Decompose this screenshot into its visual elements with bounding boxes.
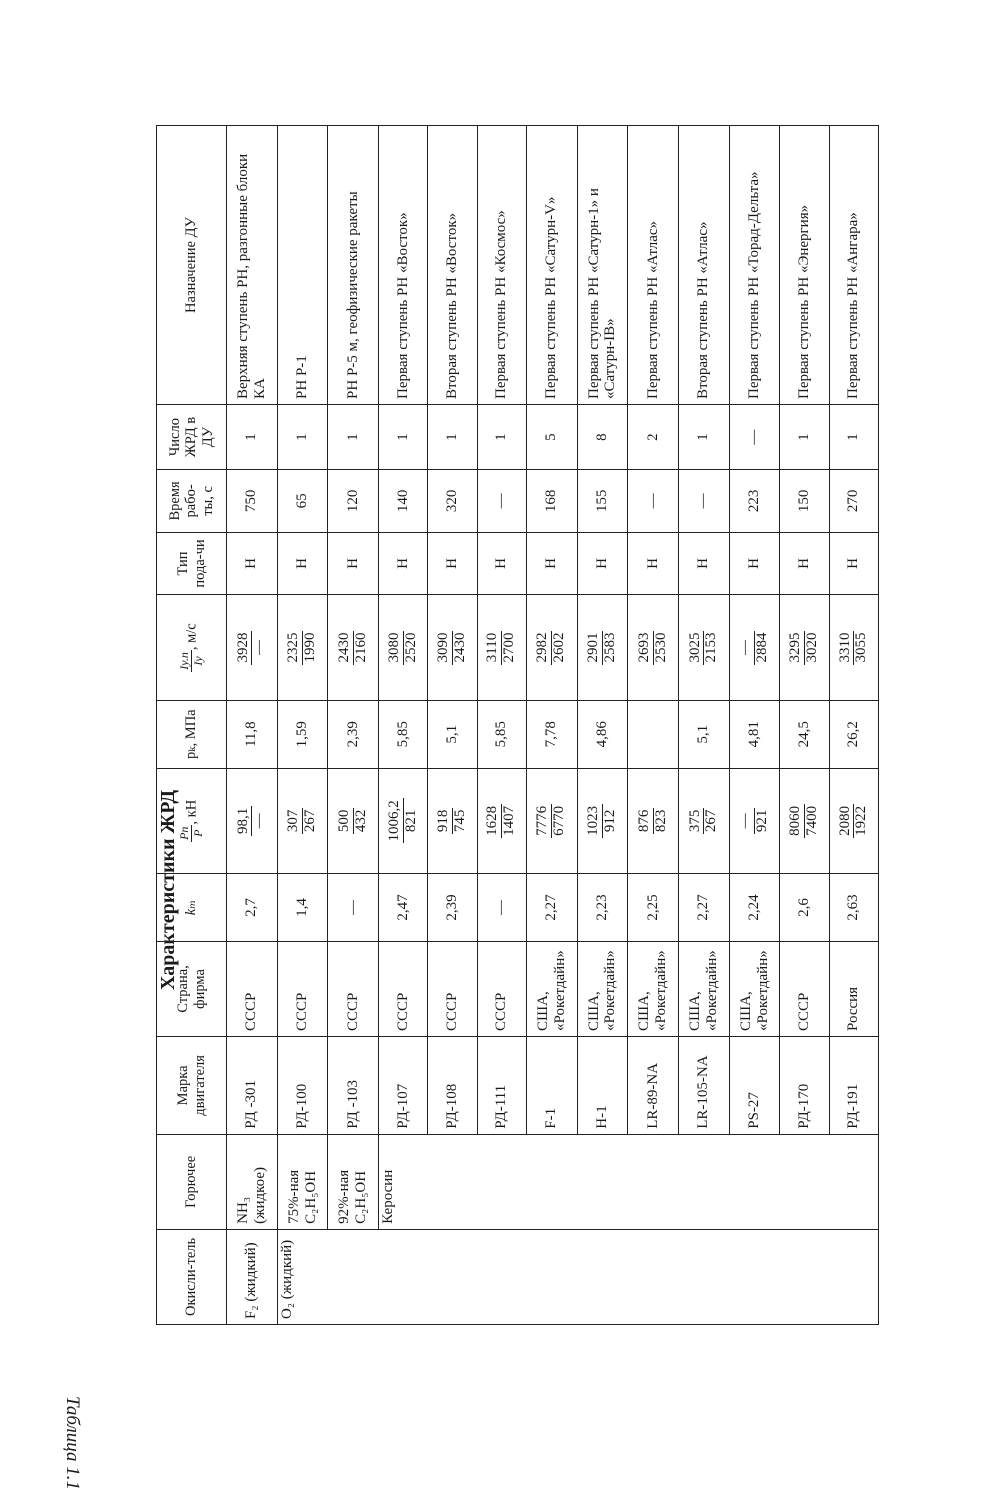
cell-isp: [277, 595, 328, 701]
cell-count: 1: [379, 404, 428, 469]
cell-feed: Н: [780, 532, 829, 595]
cell-country: СССР: [780, 941, 829, 1036]
cell-engine: LR-89-NA: [628, 1037, 679, 1135]
cell-purpose: Первая ступень РН «Сатурн-V»: [526, 126, 577, 405]
cell-pk: 4,81: [729, 700, 780, 768]
cell-count: 8: [577, 404, 628, 469]
table-title: Характеристики ЖРД: [156, 789, 179, 991]
cell-time: 750: [227, 470, 278, 533]
cell-isp-num: 3110: [485, 631, 502, 665]
cell-thrust: [577, 768, 628, 874]
header-oxidizer: Окисли-тель: [157, 1229, 227, 1324]
header-count: Число ЖРД в ДУ: [157, 404, 227, 469]
cell-engine: РД-170: [780, 1037, 829, 1135]
cell-thrust: [428, 768, 477, 874]
cell-km: —: [328, 874, 379, 942]
cell-thrust: [829, 768, 878, 874]
header-thrust: [157, 768, 227, 874]
cell-feed: Н: [227, 532, 278, 595]
cell-time: 120: [328, 470, 379, 533]
cell-thrust-den: 1922: [853, 805, 870, 836]
cell-thrust: [227, 768, 278, 874]
header-row: [157, 126, 227, 1325]
cell-isp: [829, 595, 878, 701]
cell-isp-den: 1990: [302, 632, 319, 663]
cell-isp-num: 2901: [585, 632, 602, 663]
cell-isp: [526, 595, 577, 701]
header-isp-unit: , м/с: [182, 623, 199, 651]
cell-isp-den: 2700: [501, 632, 518, 663]
cell-isp-den: 2530: [652, 632, 669, 663]
cell-thrust-num: 307: [285, 809, 302, 833]
cell-purpose: Верхняя ступень РН, разгонные блоки КА: [227, 126, 278, 405]
cell-thrust: [328, 768, 379, 874]
cell-thrust-den: 823: [652, 809, 669, 833]
cell-thrust-den: 1407: [501, 805, 518, 836]
cell-isp-num: 3295: [787, 632, 804, 663]
cell-isp-den: 2602: [551, 632, 568, 663]
cell-km: 2,63: [829, 874, 878, 942]
cell-country: США, «Рокетдайн»: [577, 941, 628, 1036]
cell-engine: F-1: [526, 1037, 577, 1135]
cell-isp-den: 2153: [703, 632, 720, 663]
cell-engine: РД-107: [379, 1037, 428, 1135]
cell-isp-num: 3025: [686, 632, 703, 663]
cell-thrust-num: 98,1: [234, 807, 251, 834]
cell-time: —: [628, 470, 679, 533]
header-feed: Тип пода-чи: [157, 532, 227, 595]
cell-country: США, «Рокетдайн»: [729, 941, 780, 1036]
cell-count: 1: [277, 404, 328, 469]
cell-thrust-num: 876: [635, 809, 652, 833]
cell-purpose: Вторая ступень РН «Восток»: [428, 126, 477, 405]
cell-thrust-den: 267: [302, 809, 319, 833]
header-thrust-unit: , кН: [182, 799, 199, 825]
cell-pk: 2,39: [328, 700, 379, 768]
cell-time: 320: [428, 470, 477, 533]
cell-thrust-num: 918: [435, 809, 452, 833]
cell-count: 1: [328, 404, 379, 469]
cell-thrust-num: 375: [686, 809, 703, 833]
cell-engine: РД-108: [428, 1037, 477, 1135]
cell-isp-num: 3928: [234, 632, 251, 663]
cell-isp-num: 2982: [534, 632, 551, 663]
cell-time: 150: [780, 470, 829, 533]
cell-oxidizer: F₂ (жидкий): [227, 1229, 278, 1324]
cell-isp: [678, 595, 729, 701]
cell-isp-den: 2160: [352, 632, 369, 663]
cell-isp-num: 2430: [335, 632, 352, 663]
cell-isp-num: 3310: [836, 632, 853, 663]
cell-thrust-den: 432: [352, 809, 369, 833]
cell-fuel: Керосин: [379, 1134, 879, 1229]
cell-feed: Н: [678, 532, 729, 595]
cell-count: 1: [428, 404, 477, 469]
cell-fuel: 92%-ная C₂H₅OH: [328, 1134, 379, 1229]
cell-purpose: Первая ступень РН «Космос»: [477, 126, 526, 405]
cell-thrust: [277, 768, 328, 874]
cell-feed: Н: [829, 532, 878, 595]
cell-km: 2,7: [227, 874, 278, 942]
cell-time: —: [678, 470, 729, 533]
cell-country: СССР: [428, 941, 477, 1036]
header-engine: Марка двигателя: [157, 1037, 227, 1135]
cell-thrust-num: 8060: [787, 805, 804, 836]
cell-time: 140: [379, 470, 428, 533]
cell-count: 1: [227, 404, 278, 469]
cell-engine: РД-111: [477, 1037, 526, 1135]
header-km-text: kₘ: [183, 899, 200, 916]
cell-isp: [729, 595, 780, 701]
cell-isp-num: —: [738, 631, 755, 665]
cell-engine: PS-27: [729, 1037, 780, 1135]
cell-thrust: [628, 768, 679, 874]
cell-thrust-num: —: [738, 808, 755, 835]
table-caption-block: [41, 40, 101, 1490]
cell-thrust-num: 1628: [484, 805, 501, 836]
cell-count: 1: [780, 404, 829, 469]
cell-count: 1: [477, 404, 526, 469]
cell-isp: [780, 595, 829, 701]
cell-feed: Н: [729, 532, 780, 595]
cell-isp: [328, 595, 379, 701]
cell-country: СССР: [477, 941, 526, 1036]
header-purpose: Назначение ДУ: [157, 126, 227, 405]
cell-isp: [628, 595, 679, 701]
cell-purpose: Первая ступень РН «Энергия»: [780, 126, 829, 405]
cell-purpose: РН Р-1: [277, 126, 328, 405]
cell-pk: 5,85: [477, 700, 526, 768]
cell-pk: 4,86: [577, 700, 628, 768]
cell-time: 155: [577, 470, 628, 533]
cell-feed: Н: [628, 532, 679, 595]
cell-thrust-num: 2080: [836, 805, 853, 836]
cell-oxidizer: O₂ (жидкий): [277, 1229, 878, 1324]
cell-purpose: Первая ступень РН «Ангара»: [829, 126, 878, 405]
header-country: Страна, фирма: [157, 941, 227, 1036]
cell-feed: Н: [328, 532, 379, 595]
cell-thrust-den: 7400: [803, 805, 820, 836]
cell-engine: РД -103: [328, 1037, 379, 1135]
cell-country: СССР: [328, 941, 379, 1036]
cell-feed: Н: [477, 532, 526, 595]
engine-characteristics-table: [156, 125, 879, 1325]
cell-pk: 26,2: [829, 700, 878, 768]
header-thrust-den: P: [191, 829, 205, 837]
cell-count: —: [729, 404, 780, 469]
cell-time: —: [477, 470, 526, 533]
cell-isp-den: 2430: [451, 632, 468, 663]
cell-isp: [379, 595, 428, 701]
cell-isp-den: 2884: [754, 632, 770, 663]
cell-isp: [577, 595, 628, 701]
cell-thrust-den: 912: [601, 809, 618, 833]
cell-pk: 5,1: [428, 700, 477, 768]
cell-isp-den: 3020: [803, 632, 820, 663]
cell-feed: Н: [577, 532, 628, 595]
cell-km: —: [477, 874, 526, 942]
cell-isp-num: 3080: [385, 632, 402, 663]
cell-count: 2: [628, 404, 679, 469]
cell-thrust-den: 6770: [551, 805, 568, 836]
cell-thrust-den: 821: [402, 809, 419, 833]
cell-time: 270: [829, 470, 878, 533]
cell-pk: [628, 700, 679, 768]
cell-thrust: [526, 768, 577, 874]
cell-engine: H-1: [577, 1037, 628, 1135]
cell-thrust-num: 1023: [585, 805, 602, 836]
cell-pk: 7,78: [526, 700, 577, 768]
cell-isp: [227, 595, 278, 701]
cell-pk: 1,59: [277, 700, 328, 768]
cell-pk: 11,8: [227, 700, 278, 768]
cell-purpose: Первая ступень РН «Торад-Дельта»: [729, 126, 780, 405]
table-caption: Таблица 1.1: [62, 1396, 83, 1490]
cell-purpose: РН Р-5 м, геофизические ракеты: [328, 126, 379, 405]
table-row: [277, 126, 328, 1325]
header-thrust-num: Pп: [176, 826, 191, 840]
cell-feed: Н: [379, 532, 428, 595]
cell-thrust-den: 267: [703, 809, 720, 833]
cell-feed: Н: [526, 532, 577, 595]
cell-count: 1: [829, 404, 878, 469]
cell-km: 1,4: [277, 874, 328, 942]
header-isp: [157, 595, 227, 701]
cell-pk: 5,1: [678, 700, 729, 768]
cell-engine: РД-100: [277, 1037, 328, 1135]
cell-fuel: 75%-ная C₂H₅OH: [277, 1134, 328, 1229]
cell-country: США, «Рокетдайн»: [628, 941, 679, 1036]
cell-isp: [477, 595, 526, 701]
table-row: [379, 126, 428, 1325]
cell-thrust: [379, 768, 428, 874]
cell-thrust-num: 7776: [534, 805, 551, 836]
cell-feed: Н: [277, 532, 328, 595]
cell-pk: 24,5: [780, 700, 829, 768]
cell-purpose: Первая ступень РН «Сатурн-1» и «Сатурн-IB»: [577, 126, 628, 405]
cell-km: 2,6: [780, 874, 829, 942]
cell-isp-num: 2325: [285, 632, 302, 663]
cell-thrust: [477, 768, 526, 874]
cell-isp-den: 2520: [402, 632, 419, 663]
header-pk: pₖ, МПа: [157, 700, 227, 768]
cell-isp-den: —: [251, 640, 268, 656]
cell-purpose: Первая ступень РН «Атлас»: [628, 126, 679, 405]
header-km: [157, 874, 227, 942]
cell-engine: LR-105-NA: [678, 1037, 729, 1135]
cell-isp-den: 2583: [601, 632, 618, 663]
cell-thrust: [729, 768, 780, 874]
cell-purpose: Вторая ступень РН «Атлас»: [678, 126, 729, 405]
header-isp-den: Iу: [191, 656, 205, 666]
cell-country: Россия: [829, 941, 878, 1036]
cell-thrust-num: 1006,2: [385, 800, 402, 842]
cell-thrust-num: 500: [335, 809, 352, 833]
cell-fuel: NH₃ (жидкое): [227, 1134, 278, 1229]
cell-time: 223: [729, 470, 780, 533]
header-isp-fraction: [178, 650, 206, 672]
cell-isp: [428, 595, 477, 701]
cell-count: 1: [678, 404, 729, 469]
cell-country: СССР: [277, 941, 328, 1036]
cell-country: США, «Рокетдайн»: [526, 941, 577, 1036]
cell-isp-num: 2693: [635, 632, 652, 663]
cell-thrust: [780, 768, 829, 874]
header-fuel: Горючее: [157, 1134, 227, 1229]
header-burn-time: Время рабо-ты, с: [157, 470, 227, 533]
cell-km: 2,27: [678, 874, 729, 942]
cell-count: 5: [526, 404, 577, 469]
cell-km: 2,39: [428, 874, 477, 942]
header-isp-num: Iу.п: [176, 652, 191, 670]
cell-km: 2,24: [729, 874, 780, 942]
cell-purpose: Первая ступень РН «Восток»: [379, 126, 428, 405]
cell-thrust: [678, 768, 729, 874]
table-row: [328, 126, 379, 1325]
cell-isp-num: 3090: [435, 632, 452, 663]
cell-thrust-den: 921: [754, 809, 770, 833]
cell-feed: Н: [428, 532, 477, 595]
cell-time: 65: [277, 470, 328, 533]
engine-characteristics-table-wrapper: [156, 125, 879, 1325]
cell-km: 2,25: [628, 874, 679, 942]
header-thrust-fraction: [178, 825, 206, 842]
cell-pk: 5,85: [379, 700, 428, 768]
table-row: [227, 126, 278, 1325]
cell-country: США, «Рокетдайн»: [678, 941, 729, 1036]
cell-isp-den: 3055: [853, 632, 870, 663]
cell-km: 2,47: [379, 874, 428, 942]
cell-km: 2,23: [577, 874, 628, 942]
cell-thrust-den: 745: [451, 809, 468, 833]
cell-engine: РД -301: [227, 1037, 278, 1135]
cell-engine: РД-191: [829, 1037, 878, 1135]
cell-time: 168: [526, 470, 577, 533]
cell-thrust-den: —: [251, 813, 268, 829]
cell-km: 2,27: [526, 874, 577, 942]
cell-country: СССР: [379, 941, 428, 1036]
cell-country: СССР: [227, 941, 278, 1036]
